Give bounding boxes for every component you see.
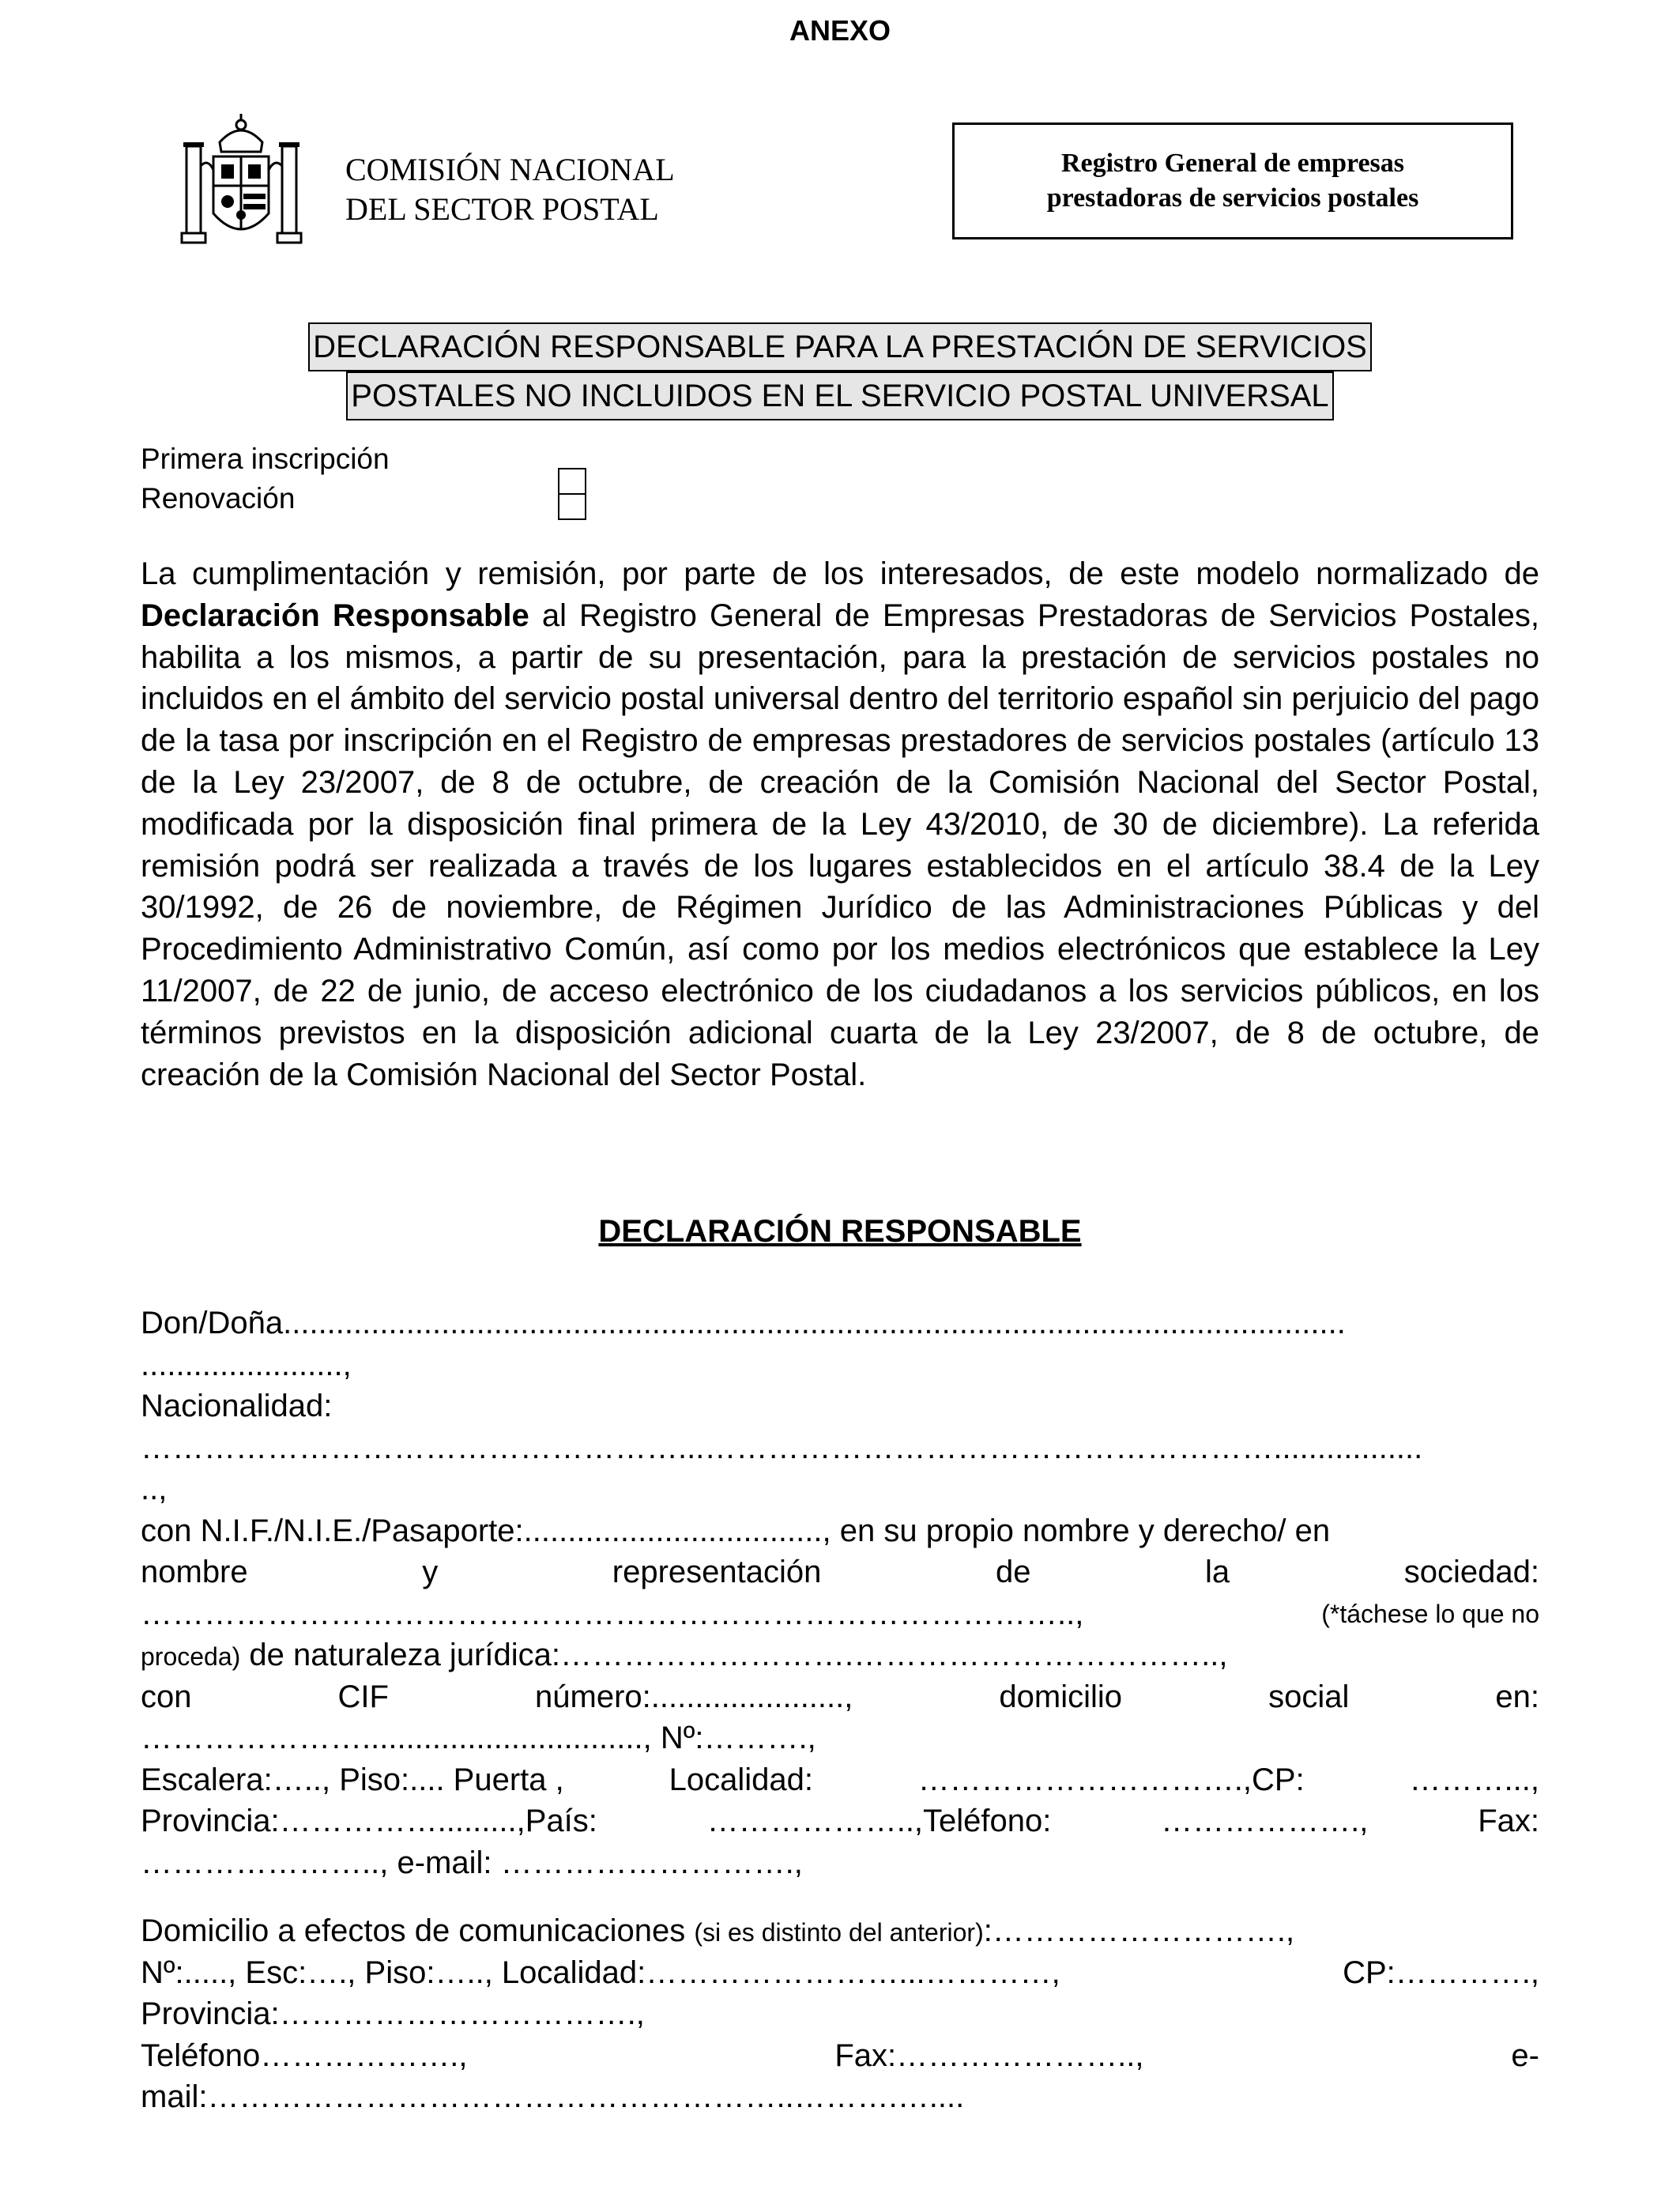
intro-paragraph (141, 553, 1539, 1095)
company-name-field[interactable]: …………………………………………………………………………….., (141, 1596, 1084, 1631)
stair-floor-door-field[interactable]: Escalera:….., Piso:.... Puerta , (141, 1762, 564, 1797)
annex-heading: ANEXO (789, 14, 891, 47)
notification-address-field[interactable]: :………………………., (983, 1913, 1295, 1948)
notification-phone-field[interactable]: Teléfono………………., (141, 2038, 468, 2073)
declaration-heading: DECLARACIÓN RESPONSABLE (598, 1214, 1082, 1249)
name-field[interactable]: Don/Doña......................................................................................................................... (141, 1306, 1346, 1340)
rep-word: representación (612, 1555, 822, 1589)
phone-field[interactable]: ………………., (1161, 1804, 1369, 1838)
intro-text-part2: al Registro General de Empresas Prestadoras de Servicios Postales, habilita a los mismos, a partir de su presentación, para la prestación de servicios postales no incluidos en el ámbito del servicio postal universal dentro del territorio español sin perjuicio del pago de la tasa por inscripción en el Registro de empresas prestadores de servicios postales (artículo 13 de la Ley 23/2007, de 8 de octubre, de creación de la Comisión Nacional del Sector Postal, modificada por la disposición final primera de la Ley 43/2010, de 30 de diciembre). La referida remisión podrá ser realizada a través de los lugares establecidos en el artículo 38.4 de la Ley 30/1992, de 26 de noviembre, de Régimen Jurídico de las Administraciones Públicas y del Procedimiento Administrativo Común, así como por los medios electrónicos que establece la Ley 11/2007, de 22 de junio, de acceso electrónico de los ciudadanos a los servicios públicos, en los términos previstos en la disposición adicional cuarta de la Ley 23/2007, de 8 de octubre, de creación de la Comisión Nacional del Sector Postal. (141, 598, 1539, 1092)
legal-nature-field[interactable]: de naturaleza jurídica:……………………….…………………………….., (240, 1638, 1228, 1672)
notification-address-note: (si es distinto del anterior) (694, 1918, 984, 1947)
stair-floor-line (141, 1759, 1539, 1801)
registry-box (952, 123, 1513, 239)
province-country-field[interactable]: Provincia:…………….........,País: (141, 1804, 597, 1838)
first-registration-checkbox[interactable] (558, 468, 586, 495)
intro-text-part1: La cumplimentación y remisión, por parte de los interesados, de este modelo normalizado de (141, 556, 1539, 591)
nationality-field-end: .., (141, 1472, 168, 1506)
option-first-registration-label: Primera inscripción (141, 443, 390, 475)
notification-province-field[interactable]: Provincia:……………………………., (141, 1996, 645, 2031)
notification-fax-field[interactable]: Fax:………………….., (834, 2038, 1144, 2073)
strike-note: (*táchese lo que no (1321, 1599, 1539, 1628)
legal-nature-line (141, 1634, 1539, 1676)
strike-note-end: proceda) (141, 1642, 241, 1671)
renewal-checkbox[interactable] (558, 493, 586, 520)
rep-word: y (422, 1555, 439, 1589)
locality-label: Localidad: (669, 1762, 813, 1797)
fax-email-field[interactable]: ………………….., e-mail: ………………………., (141, 1845, 803, 1880)
cif-word: con (141, 1679, 192, 1714)
intro-text-bold: Declaración Responsable (141, 598, 529, 633)
registry-line2: prestadoras de servicios postales (1046, 183, 1419, 213)
document-title (0, 322, 1680, 420)
country-phone-field[interactable]: ………………..,Teléfono: (706, 1804, 1052, 1838)
notification-phone-line (141, 2035, 1539, 2077)
agency-name (345, 150, 675, 229)
cif-word: social (1268, 1679, 1350, 1714)
address-number-field[interactable]: …………………................................, Nº:………., (141, 1721, 816, 1755)
document-title-line2: POSTALES NO INCLUIDOS EN EL SERVICIO POSTAL UNIVERSAL (346, 371, 1333, 420)
notification-address-line (141, 1910, 1539, 1952)
cif-word: CIF (337, 1679, 389, 1714)
postcode-field[interactable]: ………..., (1409, 1762, 1539, 1797)
agency-name-line1: COMISIÓN NACIONAL (345, 152, 675, 187)
locality-postcode-field[interactable]: ………………………….,CP: (917, 1762, 1305, 1797)
notification-number-locality-field[interactable]: Nº:....., Esc:…., Piso:….., Localidad:……………………...…………, (141, 1955, 1060, 1990)
rep-word: la (1205, 1555, 1230, 1589)
registry-line1: Registro General de empresas (1060, 149, 1405, 178)
nationality-label: Nacionalidad: (141, 1389, 333, 1423)
declaration-form (141, 1302, 1539, 2118)
notification-email-field[interactable]: mail:………………………………………………..……….….... (141, 2079, 965, 2114)
fax-label: Fax: (1478, 1804, 1539, 1838)
province-line (141, 1800, 1539, 1842)
rep-word: sociedad: (1403, 1555, 1539, 1589)
rep-word: de (995, 1555, 1031, 1589)
cif-word: en: (1495, 1679, 1539, 1714)
name-field-continuation[interactable]: ......................., (141, 1347, 352, 1382)
rep-word: nombre (141, 1555, 248, 1589)
option-renewal-label: Renovación (141, 482, 296, 515)
document-title-line1: DECLARACIÓN RESPONSABLE PARA LA PRESTACIÓN DE SERVICIOS (308, 322, 1372, 371)
coat-of-arms-logo (172, 111, 311, 253)
representation-line (141, 1551, 1539, 1593)
cif-number-field[interactable]: número:......................, (535, 1679, 853, 1714)
cif-word: domicilio (999, 1679, 1123, 1714)
email-label-start: e- (1511, 2038, 1539, 2073)
nationality-field[interactable]: ……………………………………………...………………………………………………................. (141, 1430, 1423, 1465)
company-name-line (141, 1593, 1539, 1635)
notification-postcode-field[interactable]: CP:…………., (1343, 1955, 1539, 1990)
registration-type-options (141, 439, 390, 518)
registration-checkboxes (558, 468, 588, 520)
id-document-field[interactable]: con N.I.F./N.I.E./Pasaporte:.................................., en su propio nombre y derecho/ en (141, 1513, 1331, 1548)
notification-address-label: Domicilio a efectos de comunicaciones (141, 1913, 695, 1948)
agency-name-line2: DEL SECTOR POSTAL (345, 191, 659, 227)
cif-line (141, 1676, 1539, 1718)
notification-number-line (141, 1952, 1539, 1994)
